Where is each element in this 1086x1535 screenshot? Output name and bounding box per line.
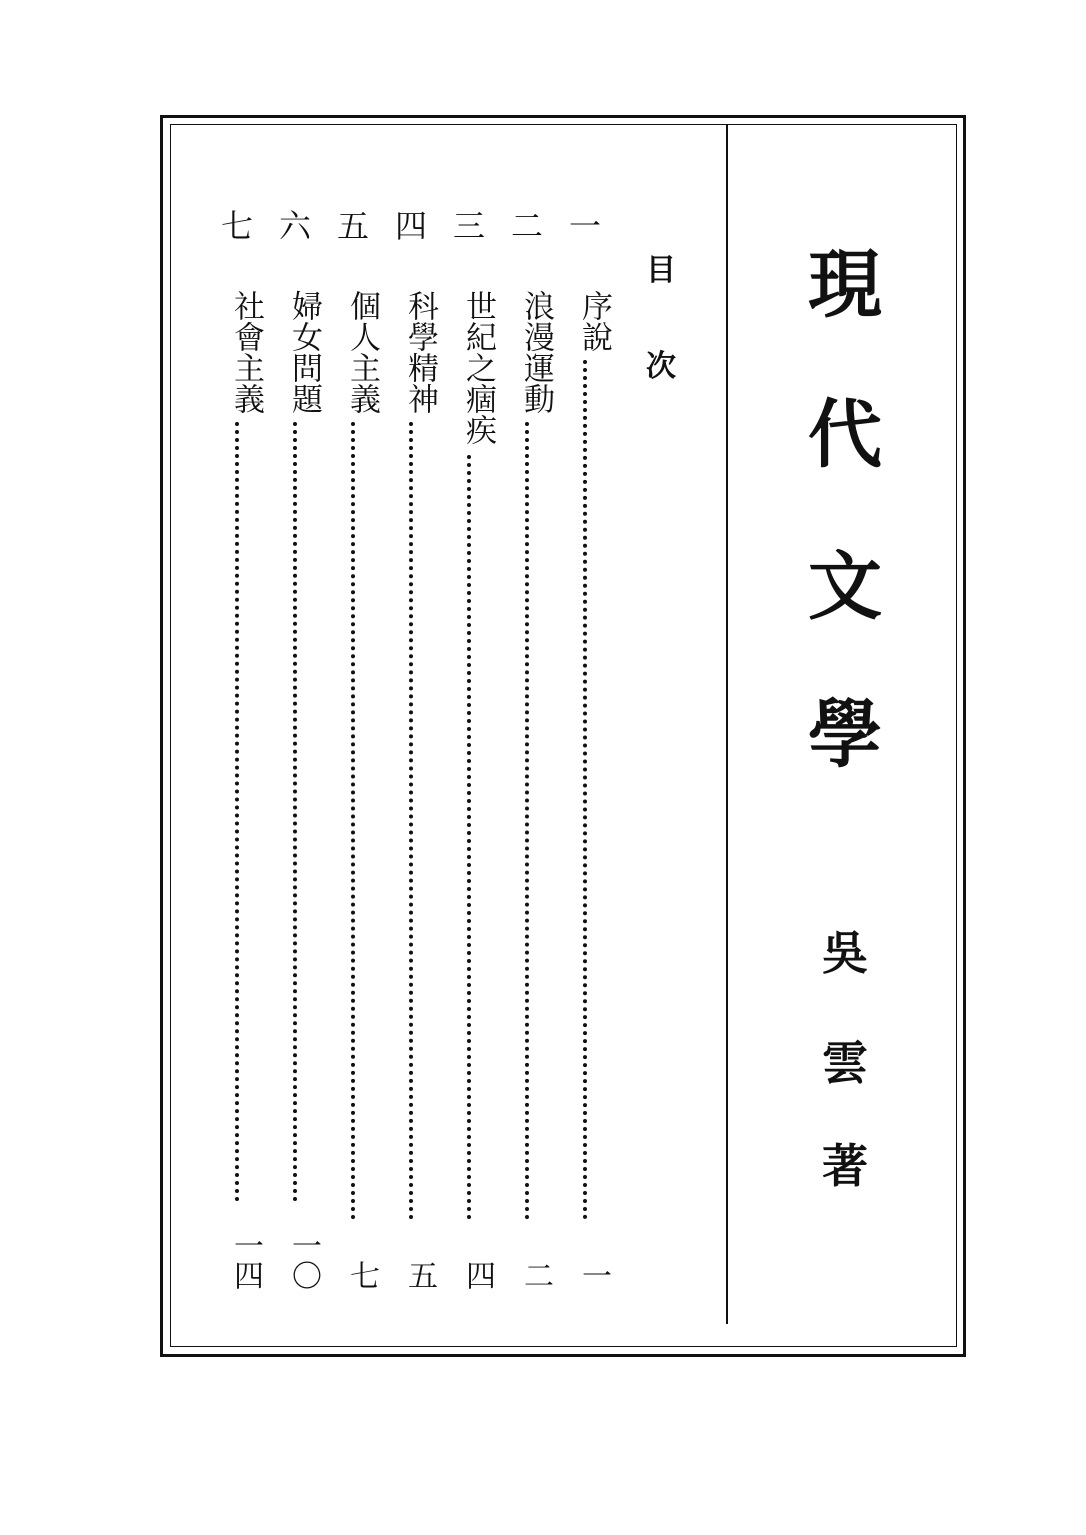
toc-heading-char: 目	[646, 253, 676, 288]
toc-entry[interactable]	[386, 207, 438, 1290]
dot-leader	[525, 422, 529, 1220]
toc-entry-number: 四	[394, 207, 427, 245]
toc-entry-title: 社會主義	[228, 290, 264, 414]
toc-entry-page: 五	[402, 1260, 437, 1290]
dot-leader	[351, 422, 355, 1220]
toc-entry-number: 三	[452, 207, 485, 245]
dot-leader	[235, 422, 239, 1202]
author-char: 吳	[822, 926, 868, 980]
toc-entry[interactable]	[502, 207, 554, 1290]
toc-entry-number: 一	[568, 207, 601, 245]
book-title-char: 代	[808, 392, 882, 478]
book-title-char: 現	[808, 242, 882, 328]
author-char: 著	[822, 1139, 868, 1193]
toc-entry-page: 七	[344, 1260, 379, 1290]
dot-leader	[583, 360, 587, 1220]
toc-entry-title: 個人主義	[344, 290, 380, 414]
toc-entry-title: 婦女問題	[286, 290, 322, 414]
toc-entry[interactable]	[212, 207, 264, 1290]
column-divider	[726, 124, 728, 1324]
dot-leader	[293, 422, 297, 1202]
toc-entry[interactable]	[444, 207, 496, 1290]
author-char: 雲	[822, 1036, 868, 1090]
toc-entry-number: 五	[336, 207, 369, 245]
toc-entry-title: 科學精神	[402, 290, 438, 414]
toc-entry[interactable]	[328, 207, 380, 1290]
toc-entry[interactable]	[270, 207, 322, 1290]
toc-entry-title: 世紀之痼疾	[460, 290, 496, 445]
toc-entry-page: 二	[518, 1260, 553, 1290]
toc-entry[interactable]	[560, 207, 612, 1290]
toc-heading-char: 次	[646, 349, 676, 384]
toc-entry-number: 二	[510, 207, 543, 245]
toc-entry-number: 七	[220, 207, 253, 245]
dot-leader	[467, 455, 471, 1220]
toc-entry-page: 一	[576, 1260, 611, 1290]
toc-entry-title: 浪漫運動	[518, 290, 554, 414]
toc-entry-page: 四	[460, 1260, 495, 1290]
toc-entry-page: 一四	[228, 1230, 263, 1290]
toc-entry-title: 序說	[576, 290, 612, 352]
toc-entry-page: 一〇	[286, 1230, 321, 1290]
book-title-char: 學	[808, 692, 882, 778]
book-title-char: 文	[808, 544, 882, 630]
dot-leader	[409, 422, 413, 1220]
toc-entry-number: 六	[278, 207, 311, 245]
